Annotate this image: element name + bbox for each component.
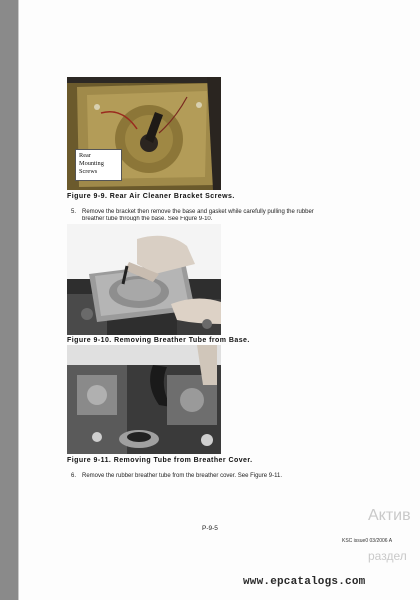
activation-watermark-line-1: Актив — [368, 507, 411, 524]
step-6-number: 6. — [71, 473, 77, 479]
figure-9-9-caption: Figure 9-9. Rear Air Cleaner Bracket Screws. — [67, 193, 235, 200]
site-watermark: www.epcatalogs.com — [243, 576, 366, 588]
figure-9-11-photo — [67, 345, 221, 454]
figure-9-10-photo — [67, 224, 221, 335]
callout-line-3: Screws — [79, 168, 98, 175]
step-5-text-line-1: Remove the bracket then remove the base and gasket while carefully pulling the rubber — [82, 209, 314, 215]
figure-9-11-caption: Figure 9-11. Removing Tube from Breather Cover. — [67, 457, 253, 464]
document-id: KSC issue0 03/2006 A — [342, 538, 393, 544]
activation-watermark-line-2: раздел — [368, 549, 407, 563]
figure-9-9-photo — [67, 77, 221, 190]
page-number: P-9-5 — [202, 525, 218, 532]
step-6-text: Remove the rubber breather tube from the breather cover. See Figure 9-11. — [82, 473, 282, 479]
figure-9-10-caption: Figure 9-10. Removing Breather Tube from Base. — [67, 337, 250, 344]
callout-line-2: Mounting — [79, 160, 104, 167]
viewer-left-edge — [0, 0, 18, 600]
step-5-text-line-2: breather tube through the base. See Figure 9-10. — [82, 216, 213, 221]
step-5-number: 5. — [71, 209, 77, 215]
callout-line-1: Rear — [79, 152, 91, 159]
rear-mounting-screws-callout — [75, 149, 122, 181]
